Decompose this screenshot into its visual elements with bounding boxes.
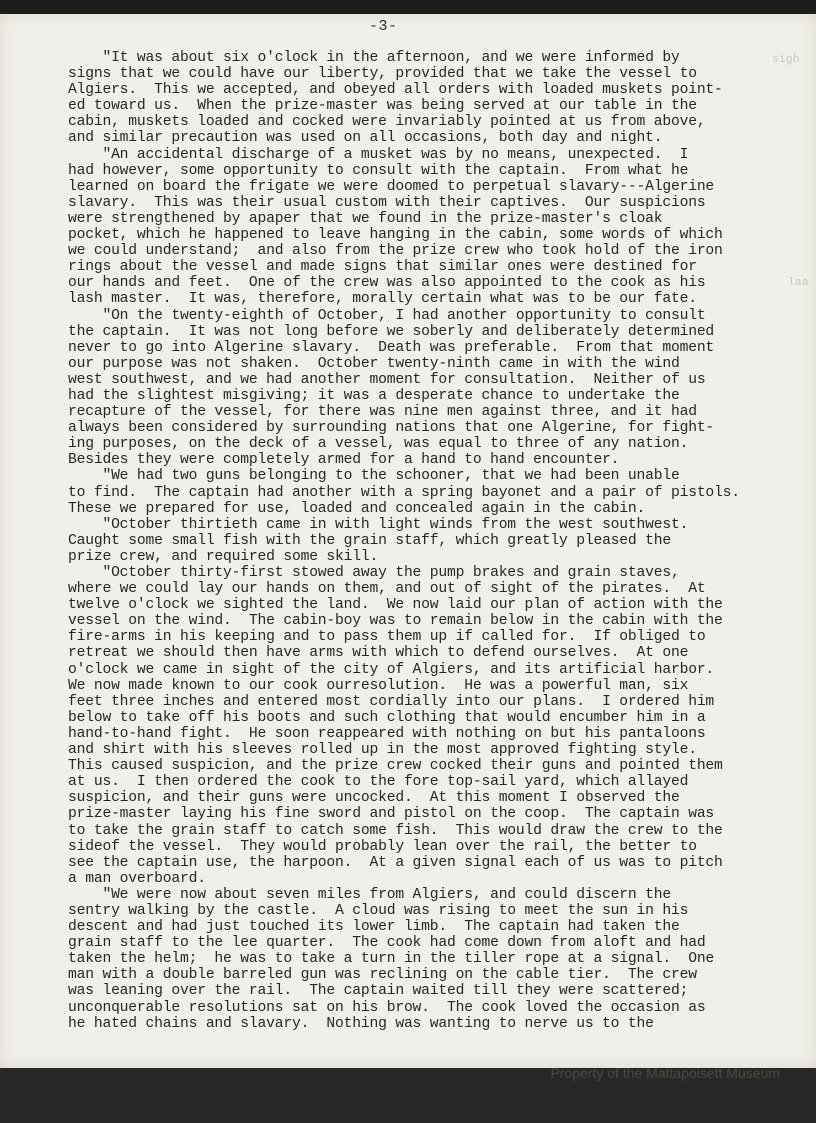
text-line: Besides they were completely armed for a hand to hand encounter. — [68, 452, 620, 469]
text-line: he hated chains and slavary. Nothing was wanting to nerve us to the — [68, 1015, 654, 1032]
text-line: "It was about six o'clock in the afternoon, and we were informed by — [68, 50, 680, 66]
text-line: feet three inches and entered most cordially into our plans. I ordered him — [68, 693, 715, 710]
text-line: grain staff to the lee quarter. The cook had come down from aloft and had — [68, 935, 706, 952]
text-line: "October thirtieth came in with light winds from the west southwest. — [68, 516, 689, 533]
text-line: fire-arms in his keeping and to pass them up if called for. If obliged to — [68, 629, 706, 646]
text-line: to find. The captain had another with a spring bayonet and a pair of pistols. — [68, 484, 740, 501]
text-line: prize-master laying his fine sword and pistol on the coop. The captain was — [68, 806, 715, 823]
text-line: always been considered by surrounding nations that one Algerine, for fight- — [68, 420, 715, 437]
page-number: -3- — [369, 18, 398, 35]
museum-watermark: Property of the Mattapoisett Museum — [550, 1065, 780, 1081]
text-line: o'clock we came in sight of the city of Algiers, and its artificial harbor. — [68, 661, 715, 678]
text-line: unconquerable resolutions sat on his brow. The cook loved the occasion as — [68, 999, 706, 1016]
text-line: and shirt with his sleeves rolled up in the most approved fighting style. — [68, 742, 697, 759]
text-line: was leaning over the rail. The captain waited till they were scattered; — [68, 983, 689, 1000]
text-line: prize crew, and required some skill. — [68, 548, 379, 565]
text-line: "We were now about seven miles from Algiers, and could discern the — [68, 886, 671, 903]
text-line: "October thirty-first stowed away the pump brakes and grain staves, — [68, 565, 680, 581]
bleed-through-text: sigh — [772, 54, 801, 66]
text-line: ing purposes, on the deck of a vessel, was equal to three of any nation. — [68, 436, 689, 453]
text-line: vessel on the wind. The cabin-boy was to remain below in the cabin with the — [68, 613, 723, 630]
text-line: ed toward us. When the prize-master was being served at our table in the — [68, 98, 697, 115]
typed-page — [0, 14, 816, 1068]
text-line: signs that we could have our liberty, provided that we take the vessel to — [68, 66, 697, 83]
text-line: a man overboard. — [68, 870, 206, 887]
text-line: we could understand; and also from the prize crew who took hold of the iron — [68, 243, 723, 260]
text-line: see the captain use, the harpoon. At a given signal each of us was to pitch — [68, 854, 723, 871]
text-line: hand-to-hand fight. He soon reappeared with nothing on but his pantaloons — [68, 725, 706, 742]
text-line: to take the grain staff to catch some fish. This would draw the crew to the — [68, 822, 723, 839]
text-line: and similar precaution was used on all occasions, both day and night. — [68, 130, 663, 147]
text-line: learned on board the frigate we were doomed to perpetual slavary---Algerine — [68, 178, 715, 195]
text-line: recapture of the vessel, for there was nine men against three, and it had — [68, 404, 697, 421]
text-line: below to take off his boots and such clothing that would encumber him in a — [68, 709, 706, 726]
scan-top-edge — [0, 0, 816, 14]
text-line: We now made known to our cook ourresolution. He was a powerful man, six — [68, 677, 689, 694]
text-line: taken the helm; he was to take a turn in the tiller rope at a signal. One — [68, 951, 715, 968]
text-line: our purpose was not shaken. October twenty-ninth came in with the wind — [68, 355, 680, 372]
text-line: our hands and feet. One of the crew was also appointed to the cook as his — [68, 275, 706, 292]
typed-body-text — [68, 50, 813, 1032]
text-line: where we could lay our hands on them, and out of sight of the pirates. At — [68, 581, 706, 598]
text-line: These we prepared for use, loaded and concealed again in the cabin. — [68, 500, 646, 517]
text-line: retreat we should then have arms with which to defend ourselves. At one — [68, 645, 689, 662]
text-line: cabin, muskets loaded and cocked were invariably pointed at us from above, — [68, 114, 706, 131]
text-line: had the slightest misgiving; it was a desperate chance to undertake the — [68, 387, 680, 404]
text-line: had however, some opportunity to consult with the captain. From what he — [68, 162, 689, 179]
bleed-through-text: laa — [788, 277, 810, 289]
text-line: "On the twenty-eighth of October, I had another opportunity to consult — [68, 307, 706, 324]
text-line: pocket, which he happened to leave hanging in the cabin, some words of which — [68, 227, 723, 244]
text-line: twelve o'clock we sighted the land. We now laid our plan of action with the — [68, 597, 723, 614]
text-line: sideof the vessel. They would probably lean over the rail, the better to — [68, 838, 697, 855]
text-line: never to go into Algerine slavary. Death was preferable. From that moment — [68, 339, 715, 356]
text-line: This caused suspicion, and the prize crew cocked their guns and pointed them — [68, 758, 723, 775]
text-line: Caught some small fish with the grain staff, which greatly pleased the — [68, 532, 671, 549]
text-line: Algiers. This we accepted, and obeyed all orders with loaded muskets point- — [68, 82, 723, 99]
text-line: were strengthened by apaper that we found in the prize-master's cloak — [68, 210, 663, 227]
text-line: "We had two guns belonging to the schooner, that we had been unable — [68, 468, 680, 485]
text-line: lash master. It was, therefore, morally certain what was to be our fate. — [68, 291, 697, 308]
text-line: "An accidental discharge of a musket was by no means, unexpected. I — [68, 146, 689, 163]
text-line: west southwest, and we had another moment for consultation. Neither of us — [68, 371, 706, 388]
text-line: rings about the vessel and made signs that similar ones were destined for — [68, 259, 697, 276]
text-line: the captain. It was not long before we soberly and deliberately determined — [68, 323, 715, 340]
text-line: sentry walking by the castle. A cloud was rising to meet the sun in his — [68, 902, 689, 919]
text-line: suspicion, and their guns were uncocked. At this moment I observed the — [68, 790, 680, 807]
text-line: descent and had just touched its lower limb. The captain had taken the — [68, 919, 680, 936]
text-line: at us. I then ordered the cook to the fore top-sail yard, which allayed — [68, 774, 689, 791]
text-line: slavary. This was their usual custom with their captives. Our suspicions — [68, 194, 706, 211]
text-line: man with a double barreled gun was reclining on the cable tier. The crew — [68, 967, 697, 984]
